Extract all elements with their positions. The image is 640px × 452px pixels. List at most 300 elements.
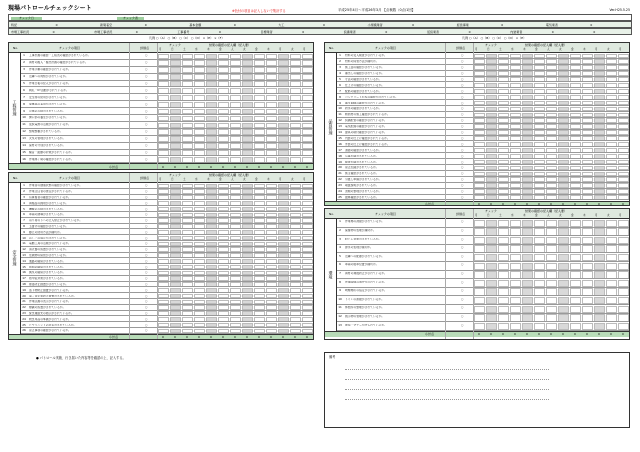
check-cell[interactable] bbox=[182, 109, 193, 115]
check-cell[interactable] bbox=[606, 59, 617, 64]
check-cell[interactable] bbox=[230, 305, 241, 310]
check-cell[interactable] bbox=[242, 282, 253, 287]
check-cell[interactable] bbox=[182, 143, 193, 149]
check-cell[interactable] bbox=[546, 189, 557, 194]
check-cell[interactable] bbox=[498, 314, 509, 321]
check-cell[interactable] bbox=[182, 305, 193, 310]
check-cell[interactable] bbox=[218, 74, 229, 80]
check-cell[interactable] bbox=[618, 54, 629, 59]
check-cell[interactable] bbox=[278, 282, 289, 287]
check-cell[interactable] bbox=[278, 157, 289, 163]
check-cell[interactable] bbox=[194, 242, 205, 247]
check-cell[interactable] bbox=[474, 271, 485, 278]
check-cell[interactable] bbox=[254, 195, 265, 200]
check-cell[interactable] bbox=[570, 183, 581, 188]
check-cell[interactable] bbox=[302, 81, 313, 87]
check-cell[interactable] bbox=[570, 89, 581, 94]
check-cell[interactable] bbox=[486, 183, 497, 188]
check-cell[interactable] bbox=[498, 160, 509, 165]
check-cell[interactable] bbox=[254, 317, 265, 322]
check-cell[interactable] bbox=[254, 329, 265, 334]
check-cell[interactable] bbox=[594, 228, 605, 235]
check-cell[interactable] bbox=[242, 224, 253, 229]
check-cell[interactable] bbox=[534, 314, 545, 321]
check-cell[interactable] bbox=[522, 263, 533, 270]
check-cell[interactable] bbox=[534, 195, 545, 200]
check-cell[interactable] bbox=[158, 189, 169, 194]
check-cell[interactable] bbox=[218, 288, 229, 293]
check-cell[interactable] bbox=[182, 123, 193, 129]
check-cell[interactable] bbox=[594, 306, 605, 313]
check-cell[interactable] bbox=[170, 109, 181, 115]
check-cell[interactable] bbox=[182, 60, 193, 66]
check-cell[interactable] bbox=[158, 230, 169, 235]
check-cell[interactable] bbox=[206, 129, 217, 135]
check-cell[interactable] bbox=[170, 294, 181, 299]
check-cell[interactable] bbox=[594, 89, 605, 94]
check-cell[interactable] bbox=[498, 83, 509, 88]
check-cell[interactable] bbox=[266, 184, 277, 189]
check-cell[interactable] bbox=[182, 213, 193, 218]
check-cell[interactable] bbox=[570, 177, 581, 182]
check-cell[interactable] bbox=[522, 314, 533, 321]
check-cell[interactable] bbox=[206, 60, 217, 66]
check-cell[interactable] bbox=[302, 207, 313, 212]
check-cell[interactable] bbox=[254, 230, 265, 235]
check-cell[interactable] bbox=[170, 60, 181, 66]
check-cell[interactable] bbox=[158, 74, 169, 80]
check-cell[interactable] bbox=[290, 271, 301, 276]
check-cell[interactable] bbox=[182, 102, 193, 108]
check-cell[interactable] bbox=[194, 311, 205, 316]
check-cell[interactable] bbox=[242, 218, 253, 223]
check-cell[interactable] bbox=[182, 294, 193, 299]
check-cell[interactable] bbox=[194, 88, 205, 94]
check-cell[interactable] bbox=[618, 154, 629, 159]
check-cell[interactable] bbox=[242, 236, 253, 241]
check-cell[interactable] bbox=[302, 265, 313, 270]
check-cell[interactable] bbox=[278, 329, 289, 334]
check-cell[interactable] bbox=[302, 300, 313, 305]
check-cell[interactable] bbox=[266, 102, 277, 108]
check-cell[interactable] bbox=[486, 160, 497, 165]
check-cell[interactable] bbox=[290, 74, 301, 80]
check-cell[interactable] bbox=[302, 95, 313, 101]
check-cell[interactable] bbox=[230, 109, 241, 115]
check-cell[interactable] bbox=[510, 118, 521, 123]
check-cell[interactable] bbox=[206, 253, 217, 258]
check-cell[interactable] bbox=[522, 130, 533, 135]
check-cell[interactable] bbox=[582, 189, 593, 194]
check-cell[interactable] bbox=[510, 306, 521, 313]
check-cell[interactable] bbox=[218, 136, 229, 142]
comment-box[interactable] bbox=[324, 352, 630, 428]
check-cell[interactable] bbox=[278, 123, 289, 129]
check-cell[interactable] bbox=[498, 189, 509, 194]
check-cell[interactable] bbox=[230, 207, 241, 212]
check-cell[interactable] bbox=[182, 259, 193, 264]
check-cell[interactable] bbox=[158, 276, 169, 281]
check-cell[interactable] bbox=[290, 265, 301, 270]
check-cell[interactable] bbox=[570, 54, 581, 59]
check-cell[interactable] bbox=[218, 276, 229, 281]
check-cell[interactable] bbox=[206, 305, 217, 310]
check-cell[interactable] bbox=[546, 254, 557, 261]
check-cell[interactable] bbox=[218, 184, 229, 189]
check-cell[interactable] bbox=[230, 317, 241, 322]
check-cell[interactable] bbox=[242, 253, 253, 258]
check-cell[interactable] bbox=[510, 172, 521, 177]
check-cell[interactable] bbox=[486, 177, 497, 182]
check-cell[interactable] bbox=[594, 118, 605, 123]
check-cell[interactable] bbox=[290, 236, 301, 241]
check-cell[interactable] bbox=[230, 67, 241, 73]
check-cell[interactable] bbox=[474, 142, 485, 147]
check-cell[interactable] bbox=[618, 124, 629, 129]
check-cell[interactable] bbox=[618, 172, 629, 177]
check-cell[interactable] bbox=[290, 136, 301, 142]
check-cell[interactable] bbox=[158, 157, 169, 163]
check-cell[interactable] bbox=[254, 201, 265, 206]
check-cell[interactable] bbox=[182, 201, 193, 206]
check-cell[interactable] bbox=[486, 271, 497, 278]
check-cell[interactable] bbox=[182, 311, 193, 316]
check-cell[interactable] bbox=[570, 95, 581, 100]
check-cell[interactable] bbox=[570, 107, 581, 112]
check-cell[interactable] bbox=[278, 184, 289, 189]
check-cell[interactable] bbox=[206, 207, 217, 212]
check-cell[interactable] bbox=[242, 276, 253, 281]
check-cell[interactable] bbox=[218, 323, 229, 328]
check-cell[interactable] bbox=[230, 81, 241, 87]
check-cell[interactable] bbox=[242, 288, 253, 293]
check-cell[interactable] bbox=[594, 263, 605, 270]
check-cell[interactable] bbox=[594, 130, 605, 135]
check-cell[interactable] bbox=[534, 130, 545, 135]
check-cell[interactable] bbox=[558, 220, 569, 227]
check-cell[interactable] bbox=[158, 305, 169, 310]
check-cell[interactable] bbox=[594, 148, 605, 153]
check-cell[interactable] bbox=[170, 136, 181, 142]
check-cell[interactable] bbox=[278, 143, 289, 149]
check-cell[interactable] bbox=[206, 195, 217, 200]
check-cell[interactable] bbox=[534, 65, 545, 70]
check-cell[interactable] bbox=[570, 77, 581, 82]
check-cell[interactable] bbox=[266, 195, 277, 200]
check-cell[interactable] bbox=[618, 314, 629, 321]
check-cell[interactable] bbox=[558, 65, 569, 70]
check-cell[interactable] bbox=[498, 306, 509, 313]
check-cell[interactable] bbox=[194, 218, 205, 223]
check-cell[interactable] bbox=[158, 150, 169, 156]
check-cell[interactable] bbox=[618, 118, 629, 123]
check-cell[interactable] bbox=[194, 116, 205, 122]
check-cell[interactable] bbox=[606, 220, 617, 227]
check-cell[interactable] bbox=[582, 288, 593, 295]
check-cell[interactable] bbox=[522, 101, 533, 106]
check-cell[interactable] bbox=[594, 195, 605, 200]
check-cell[interactable] bbox=[582, 271, 593, 278]
check-cell[interactable] bbox=[170, 276, 181, 281]
check-cell[interactable] bbox=[534, 323, 545, 330]
check-cell[interactable] bbox=[594, 297, 605, 304]
check-cell[interactable] bbox=[522, 113, 533, 118]
check-cell[interactable] bbox=[558, 124, 569, 129]
check-cell[interactable] bbox=[266, 329, 277, 334]
check-cell[interactable] bbox=[290, 323, 301, 328]
check-cell[interactable] bbox=[170, 218, 181, 223]
check-cell[interactable] bbox=[218, 294, 229, 299]
check-cell[interactable] bbox=[206, 288, 217, 293]
check-cell[interactable] bbox=[522, 124, 533, 129]
check-cell[interactable] bbox=[182, 189, 193, 194]
check-cell[interactable] bbox=[266, 129, 277, 135]
check-cell[interactable] bbox=[570, 323, 581, 330]
check-cell[interactable] bbox=[158, 253, 169, 258]
check-cell[interactable] bbox=[170, 189, 181, 194]
check-cell[interactable] bbox=[218, 109, 229, 115]
check-cell[interactable] bbox=[618, 65, 629, 70]
check-cell[interactable] bbox=[194, 201, 205, 206]
check-cell[interactable] bbox=[534, 189, 545, 194]
check-cell[interactable] bbox=[278, 259, 289, 264]
check-cell[interactable] bbox=[570, 220, 581, 227]
check-cell[interactable] bbox=[170, 300, 181, 305]
check-cell[interactable] bbox=[582, 89, 593, 94]
check-cell[interactable] bbox=[534, 220, 545, 227]
check-cell[interactable] bbox=[594, 220, 605, 227]
check-cell[interactable] bbox=[230, 150, 241, 156]
check-cell[interactable] bbox=[278, 207, 289, 212]
check-cell[interactable] bbox=[230, 224, 241, 229]
check-cell[interactable] bbox=[230, 236, 241, 241]
check-cell[interactable] bbox=[218, 123, 229, 129]
check-cell[interactable] bbox=[194, 213, 205, 218]
check-cell[interactable] bbox=[594, 77, 605, 82]
check-cell[interactable] bbox=[290, 253, 301, 258]
check-cell[interactable] bbox=[206, 265, 217, 270]
check-cell[interactable] bbox=[498, 77, 509, 82]
check-cell[interactable] bbox=[206, 259, 217, 264]
check-cell[interactable] bbox=[170, 116, 181, 122]
check-cell[interactable] bbox=[290, 129, 301, 135]
check-cell[interactable] bbox=[582, 172, 593, 177]
check-cell[interactable] bbox=[194, 271, 205, 276]
check-cell[interactable] bbox=[486, 83, 497, 88]
check-cell[interactable] bbox=[558, 189, 569, 194]
check-cell[interactable] bbox=[194, 189, 205, 194]
check-cell[interactable] bbox=[230, 201, 241, 206]
check-cell[interactable] bbox=[302, 60, 313, 66]
check-cell[interactable] bbox=[230, 259, 241, 264]
check-cell[interactable] bbox=[182, 218, 193, 223]
check-cell[interactable] bbox=[558, 71, 569, 76]
check-cell[interactable] bbox=[510, 263, 521, 270]
check-cell[interactable] bbox=[302, 247, 313, 252]
check-cell[interactable] bbox=[582, 77, 593, 82]
check-cell[interactable] bbox=[206, 189, 217, 194]
check-cell[interactable] bbox=[474, 107, 485, 112]
check-cell[interactable] bbox=[474, 183, 485, 188]
check-cell[interactable] bbox=[290, 116, 301, 122]
check-cell[interactable] bbox=[522, 142, 533, 147]
check-cell[interactable] bbox=[158, 259, 169, 264]
check-cell[interactable] bbox=[266, 271, 277, 276]
check-cell[interactable] bbox=[618, 297, 629, 304]
check-cell[interactable] bbox=[486, 314, 497, 321]
check-cell[interactable] bbox=[570, 71, 581, 76]
check-cell[interactable] bbox=[474, 148, 485, 153]
check-cell[interactable] bbox=[522, 77, 533, 82]
check-cell[interactable] bbox=[498, 148, 509, 153]
check-cell[interactable] bbox=[194, 265, 205, 270]
check-cell[interactable] bbox=[474, 65, 485, 70]
check-cell[interactable] bbox=[606, 254, 617, 261]
check-cell[interactable] bbox=[486, 59, 497, 64]
check-cell[interactable] bbox=[242, 259, 253, 264]
check-cell[interactable] bbox=[230, 143, 241, 149]
check-cell[interactable] bbox=[290, 54, 301, 60]
check-cell[interactable] bbox=[182, 81, 193, 87]
check-cell[interactable] bbox=[570, 228, 581, 235]
check-cell[interactable] bbox=[230, 265, 241, 270]
check-cell[interactable] bbox=[474, 154, 485, 159]
check-cell[interactable] bbox=[218, 95, 229, 101]
check-cell[interactable] bbox=[534, 54, 545, 59]
check-cell[interactable] bbox=[558, 297, 569, 304]
check-cell[interactable] bbox=[510, 113, 521, 118]
check-cell[interactable] bbox=[182, 271, 193, 276]
check-cell[interactable] bbox=[498, 245, 509, 252]
check-cell[interactable] bbox=[594, 189, 605, 194]
check-cell[interactable] bbox=[158, 102, 169, 108]
check-cell[interactable] bbox=[546, 154, 557, 159]
check-cell[interactable] bbox=[510, 101, 521, 106]
check-cell[interactable] bbox=[182, 323, 193, 328]
check-cell[interactable] bbox=[266, 247, 277, 252]
check-cell[interactable] bbox=[498, 59, 509, 64]
check-cell[interactable] bbox=[158, 54, 169, 60]
check-cell[interactable] bbox=[618, 195, 629, 200]
check-cell[interactable] bbox=[182, 207, 193, 212]
check-cell[interactable] bbox=[266, 95, 277, 101]
check-cell[interactable] bbox=[194, 67, 205, 73]
check-cell[interactable] bbox=[158, 236, 169, 241]
check-cell[interactable] bbox=[522, 306, 533, 313]
check-cell[interactable] bbox=[290, 109, 301, 115]
check-cell[interactable] bbox=[254, 150, 265, 156]
check-cell[interactable] bbox=[158, 224, 169, 229]
check-cell[interactable] bbox=[278, 224, 289, 229]
check-cell[interactable] bbox=[498, 113, 509, 118]
check-cell[interactable] bbox=[570, 297, 581, 304]
check-cell[interactable] bbox=[582, 124, 593, 129]
check-cell[interactable] bbox=[170, 157, 181, 163]
check-cell[interactable] bbox=[182, 195, 193, 200]
check-cell[interactable] bbox=[474, 83, 485, 88]
check-cell[interactable] bbox=[278, 88, 289, 94]
check-cell[interactable] bbox=[290, 305, 301, 310]
check-cell[interactable] bbox=[534, 228, 545, 235]
check-cell[interactable] bbox=[302, 123, 313, 129]
check-cell[interactable] bbox=[618, 183, 629, 188]
check-cell[interactable] bbox=[546, 220, 557, 227]
check-cell[interactable] bbox=[206, 123, 217, 129]
check-cell[interactable] bbox=[582, 314, 593, 321]
check-cell[interactable] bbox=[570, 154, 581, 159]
check-cell[interactable] bbox=[486, 306, 497, 313]
check-cell[interactable] bbox=[486, 166, 497, 171]
check-cell[interactable] bbox=[302, 224, 313, 229]
check-cell[interactable] bbox=[290, 247, 301, 252]
check-cell[interactable] bbox=[278, 288, 289, 293]
check-cell[interactable] bbox=[254, 116, 265, 122]
check-cell[interactable] bbox=[194, 157, 205, 163]
check-cell[interactable] bbox=[558, 89, 569, 94]
check-cell[interactable] bbox=[498, 172, 509, 177]
check-cell[interactable] bbox=[606, 160, 617, 165]
check-cell[interactable] bbox=[606, 101, 617, 106]
check-cell[interactable] bbox=[558, 54, 569, 59]
check-cell[interactable] bbox=[230, 242, 241, 247]
check-cell[interactable] bbox=[534, 183, 545, 188]
check-cell[interactable] bbox=[266, 207, 277, 212]
check-cell[interactable] bbox=[546, 54, 557, 59]
check-cell[interactable] bbox=[158, 213, 169, 218]
check-cell[interactable] bbox=[582, 65, 593, 70]
check-cell[interactable] bbox=[522, 177, 533, 182]
check-cell[interactable] bbox=[474, 71, 485, 76]
check-cell[interactable] bbox=[510, 177, 521, 182]
check-cell[interactable] bbox=[158, 67, 169, 73]
check-cell[interactable] bbox=[546, 113, 557, 118]
check-cell[interactable] bbox=[618, 160, 629, 165]
check-cell[interactable] bbox=[254, 129, 265, 135]
check-cell[interactable] bbox=[230, 116, 241, 122]
check-cell[interactable] bbox=[302, 236, 313, 241]
check-cell[interactable] bbox=[278, 129, 289, 135]
check-cell[interactable] bbox=[546, 177, 557, 182]
check-cell[interactable] bbox=[266, 276, 277, 281]
check-cell[interactable] bbox=[242, 300, 253, 305]
check-cell[interactable] bbox=[606, 166, 617, 171]
check-cell[interactable] bbox=[546, 59, 557, 64]
check-cell[interactable] bbox=[618, 237, 629, 244]
check-cell[interactable] bbox=[170, 253, 181, 258]
check-cell[interactable] bbox=[474, 77, 485, 82]
check-cell[interactable] bbox=[158, 109, 169, 115]
check-cell[interactable] bbox=[510, 142, 521, 147]
check-cell[interactable] bbox=[546, 237, 557, 244]
check-cell[interactable] bbox=[606, 280, 617, 287]
check-cell[interactable] bbox=[254, 60, 265, 66]
check-cell[interactable] bbox=[486, 263, 497, 270]
check-cell[interactable] bbox=[170, 102, 181, 108]
check-cell[interactable] bbox=[170, 230, 181, 235]
check-cell[interactable] bbox=[582, 195, 593, 200]
check-cell[interactable] bbox=[474, 172, 485, 177]
check-cell[interactable] bbox=[594, 136, 605, 141]
check-cell[interactable] bbox=[510, 280, 521, 287]
check-cell[interactable] bbox=[218, 311, 229, 316]
check-cell[interactable] bbox=[182, 317, 193, 322]
check-cell[interactable] bbox=[218, 305, 229, 310]
check-cell[interactable] bbox=[254, 265, 265, 270]
check-cell[interactable] bbox=[278, 60, 289, 66]
check-cell[interactable] bbox=[522, 118, 533, 123]
check-cell[interactable] bbox=[534, 101, 545, 106]
check-cell[interactable] bbox=[582, 160, 593, 165]
